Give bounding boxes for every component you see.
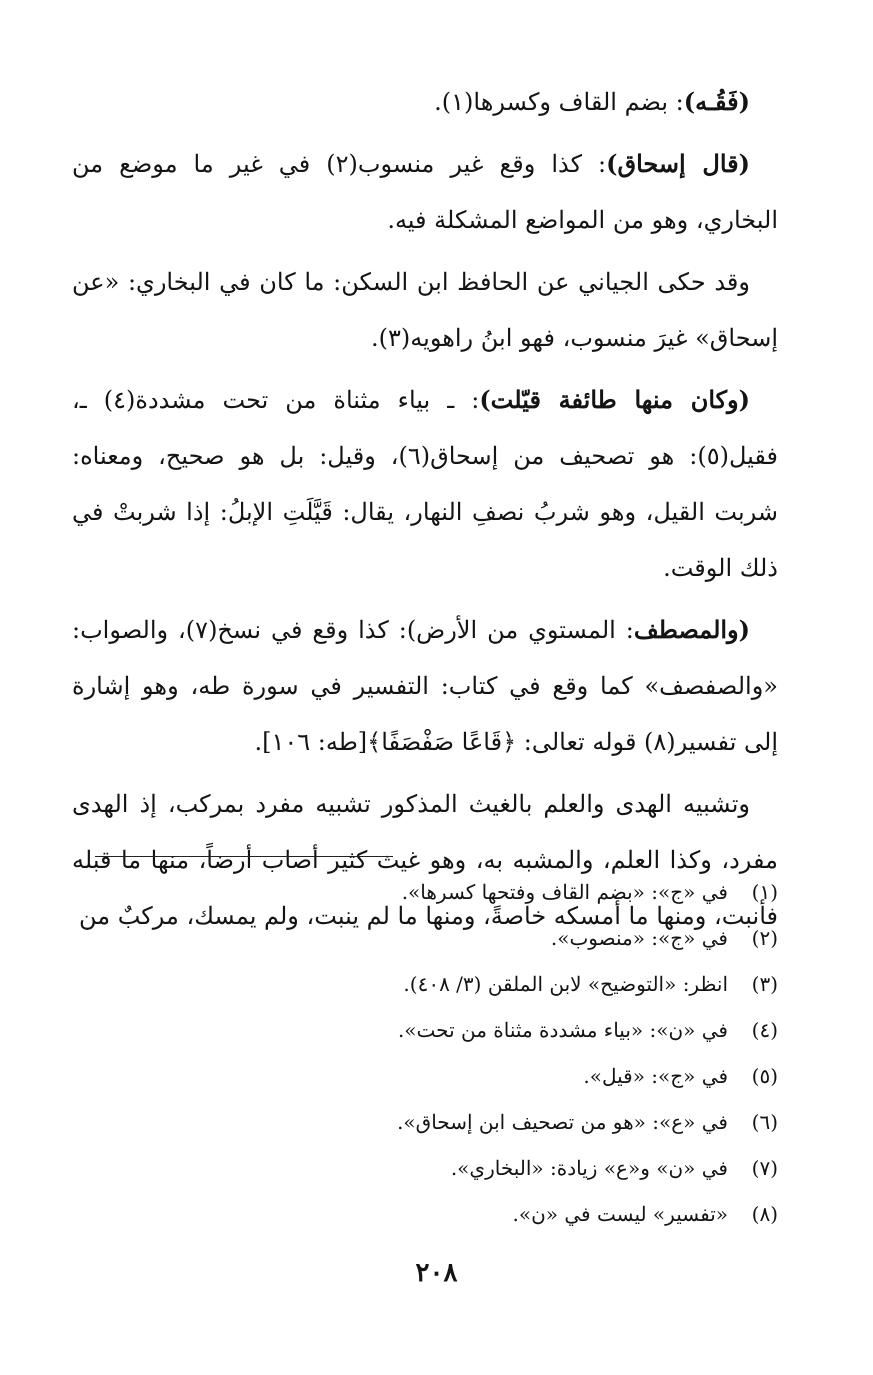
paragraph-text: : بضم القاف وكسرها(١). <box>434 88 684 116</box>
footnote-item <box>95 961 778 1007</box>
footnote-item <box>95 1007 778 1053</box>
footnote-number: (٤) <box>751 1018 778 1042</box>
footnote-item <box>95 1191 778 1237</box>
footnote-item <box>95 915 778 961</box>
footnote-text: في «ج»: «بضم القاف وفتحها كسرها». <box>401 880 728 904</box>
paragraph-text: : ـ بياء مثناة من تحت مشددة(٤) ـ، فقيل(٥): هو تصحيف من إسحاق(٦)، وقيل: بل هو صحيح، ومعناه: شربت القيل، وهو شربُ نصفِ النهار، يقال: قَيَّلَتِ الإبلُ: إذا شربتْ في ذلك الوقت. <box>72 386 779 582</box>
footnote-text: في «ن»: «بياء مشددة مثناة من تحت». <box>397 1018 728 1042</box>
footnote-divider <box>95 856 393 857</box>
paragraph-4 <box>72 372 778 596</box>
footnote-text: في «ج»: «قيل». <box>583 1064 728 1088</box>
footnote-number: (٥) <box>751 1064 778 1088</box>
footnote-number: (٢) <box>751 926 778 950</box>
paragraph-text: : المستوي من الأرض): كذا وقع في نسخ(٧)، والصواب: «والصفصف» كما وقع في كتاب: التفسير في سورة طه، وهو إشارة إلى تفسير(٨) قوله تعالى: ﴿قَاعًا صَفْصَفًا﴾[طه: ١٠٦]. <box>72 616 778 756</box>
paragraph-text: وقد حكى الجياني عن الحافظ ابن السكن: ما كان في البخاري: «عن إسحاق» غيرَ منسوب، فهو ابنُ راهويه(٣). <box>72 268 778 352</box>
footnote-text: في «ج»: «منصوب». <box>550 926 728 950</box>
paragraph-2 <box>72 136 778 248</box>
footnote-number: (٧) <box>751 1156 778 1180</box>
paragraph-1 <box>72 74 778 130</box>
page-number: ٢٠٨ <box>415 1258 458 1288</box>
paragraph-text: وتشبيه الهدى والعلم بالغيث المذكور تشبيه مفرد بمركب، إذ الهدى مفرد، وكذا العلم، والمشبه به، وهو غيث كثير أصاب أرضاً، منها ما قبله فأنبت، ومنها ما أمسكه خاصةً، ومنها ما لم ينبت، ولم يمسك، مركبٌ من <box>72 790 778 930</box>
main-text <box>72 74 778 950</box>
footnote-text: انظر: «التوضيح» لابن الملقن (٣/ ٤٠٨). <box>403 972 728 996</box>
footnote-number: (٣) <box>751 972 778 996</box>
paragraph-lead: (فَقُـه) <box>683 87 750 116</box>
paragraph-lead: (وكان منها طائفة قيّلت) <box>479 385 750 414</box>
paragraph-5 <box>72 602 778 770</box>
footnote-text: في «ع»: «هو من تصحيف ابن إسحاق». <box>397 1110 728 1134</box>
footnote-item <box>95 869 778 915</box>
footnote-number: (٨) <box>751 1202 778 1226</box>
paragraph-lead: (والمصطف <box>633 615 750 644</box>
paragraph-lead: (قال إسحاق) <box>606 149 751 178</box>
paragraph-text: : كذا وقع غير منسوب(٢) في غير ما موضع من البخاري، وهو من المواضع المشكلة فيه. <box>72 150 778 234</box>
footnote-item <box>95 1145 778 1191</box>
footnote-number: (٦) <box>751 1110 778 1134</box>
paragraph-3 <box>72 254 778 366</box>
footnotes-section <box>95 856 778 1237</box>
footnote-list <box>95 869 778 1237</box>
footnote-text: «تفسير» ليست في «ن». <box>512 1202 728 1226</box>
footnote-item <box>95 1099 778 1145</box>
footnote-number: (١) <box>751 880 778 904</box>
footnote-item <box>95 1053 778 1099</box>
footnote-text: في «ن» و«ع» زيادة: «البخاري». <box>450 1156 728 1180</box>
